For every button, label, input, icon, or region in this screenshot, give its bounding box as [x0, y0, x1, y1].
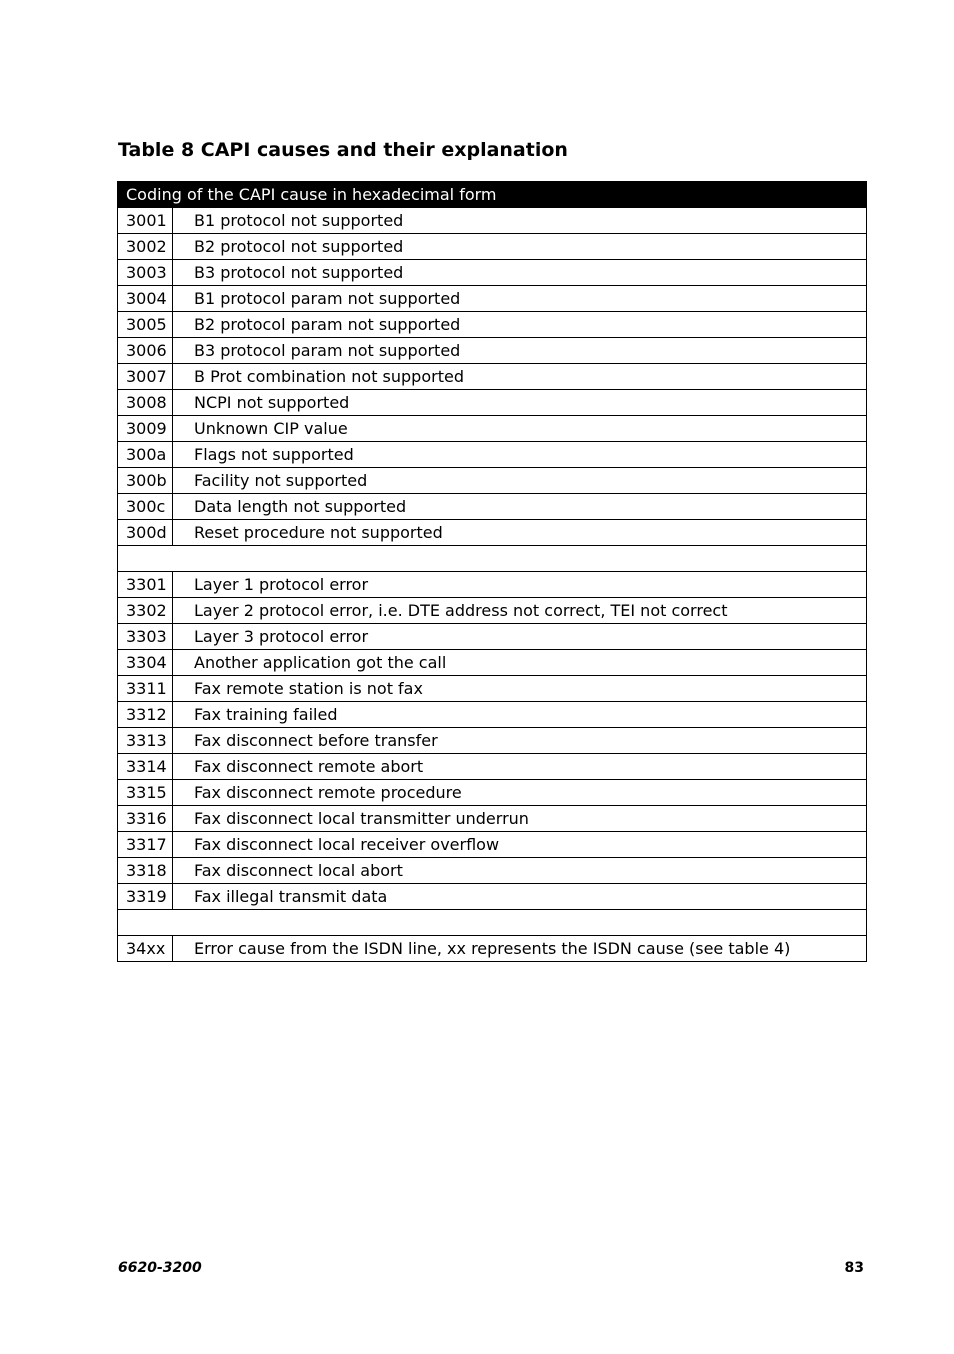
- table-row: [118, 416, 867, 442]
- cause-code: 3312: [118, 702, 173, 728]
- page-number: 83: [844, 1260, 864, 1276]
- cause-description: Fax training failed: [173, 702, 867, 728]
- cause-code: 300a: [118, 442, 173, 468]
- cause-description: Layer 2 protocol error, i.e. DTE address not correct, TEI not correct: [173, 598, 867, 624]
- spacer-row: [118, 546, 867, 572]
- cause-code: 3314: [118, 754, 173, 780]
- table-row: [118, 208, 867, 234]
- cause-code: 300c: [118, 494, 173, 520]
- cause-description: Error cause from the ISDN line, xx represents the ISDN cause (see table 4): [173, 936, 867, 962]
- cause-code: 3311: [118, 676, 173, 702]
- cause-code: 3002: [118, 234, 173, 260]
- table-row: [118, 598, 867, 624]
- cause-code: 3319: [118, 884, 173, 910]
- document-number: 6620-3200: [118, 1260, 202, 1276]
- cause-code: 34xx: [118, 936, 173, 962]
- table-row: [118, 442, 867, 468]
- table-row: [118, 650, 867, 676]
- cause-description: Reset procedure not supported: [173, 520, 867, 546]
- cause-description: Layer 3 protocol error: [173, 624, 867, 650]
- cause-code: 3005: [118, 312, 173, 338]
- table-body: [118, 208, 867, 962]
- cause-description: Fax illegal transmit data: [173, 884, 867, 910]
- table-row: [118, 936, 867, 962]
- table-row: [118, 338, 867, 364]
- capi-causes-table: [117, 181, 867, 962]
- cause-description: Fax disconnect before transfer: [173, 728, 867, 754]
- cause-code: 3008: [118, 390, 173, 416]
- cause-description: B3 protocol param not supported: [173, 338, 867, 364]
- cause-description: B1 protocol param not supported: [173, 286, 867, 312]
- table-row: [118, 624, 867, 650]
- cause-code: 300d: [118, 520, 173, 546]
- cause-code: 3303: [118, 624, 173, 650]
- spacer-cell: [118, 546, 867, 572]
- table-header: Coding of the CAPI cause in hexadecimal form: [118, 182, 867, 208]
- table-row: [118, 520, 867, 546]
- table-row: [118, 832, 867, 858]
- cause-description: B2 protocol not supported: [173, 234, 867, 260]
- cause-code: 3302: [118, 598, 173, 624]
- table-row: [118, 884, 867, 910]
- table-row: [118, 858, 867, 884]
- table-row: [118, 572, 867, 598]
- table-row: [118, 234, 867, 260]
- cause-code: 3001: [118, 208, 173, 234]
- table-row: [118, 780, 867, 806]
- cause-code: 3317: [118, 832, 173, 858]
- cause-description: Facility not supported: [173, 468, 867, 494]
- table-row: [118, 806, 867, 832]
- cause-code: 3318: [118, 858, 173, 884]
- spacer-row: [118, 910, 867, 936]
- table-row: [118, 754, 867, 780]
- cause-code: 3009: [118, 416, 173, 442]
- cause-description: Fax disconnect local abort: [173, 858, 867, 884]
- cause-code: 3304: [118, 650, 173, 676]
- cause-code: 3006: [118, 338, 173, 364]
- cause-description: Fax disconnect remote abort: [173, 754, 867, 780]
- cause-code: 3301: [118, 572, 173, 598]
- table-row: [118, 468, 867, 494]
- table-row: [118, 702, 867, 728]
- cause-description: Fax disconnect local transmitter underrun: [173, 806, 867, 832]
- cause-description: B3 protocol not supported: [173, 260, 867, 286]
- table-title: Table 8 CAPI causes and their explanation: [118, 139, 568, 161]
- table-row: [118, 364, 867, 390]
- table-header-row: [118, 182, 867, 208]
- cause-description: Flags not supported: [173, 442, 867, 468]
- cause-description: Fax remote station is not fax: [173, 676, 867, 702]
- cause-code: 3007: [118, 364, 173, 390]
- cause-code: 3315: [118, 780, 173, 806]
- table-row: [118, 390, 867, 416]
- cause-description: Data length not supported: [173, 494, 867, 520]
- cause-description: B1 protocol not supported: [173, 208, 867, 234]
- table-row: [118, 494, 867, 520]
- table-row: [118, 676, 867, 702]
- cause-description: Another application got the call: [173, 650, 867, 676]
- cause-code: 3004: [118, 286, 173, 312]
- table-row: [118, 312, 867, 338]
- table-row: [118, 728, 867, 754]
- cause-description: B Prot combination not supported: [173, 364, 867, 390]
- cause-description: NCPI not supported: [173, 390, 867, 416]
- cause-description: Layer 1 protocol error: [173, 572, 867, 598]
- cause-description: B2 protocol param not supported: [173, 312, 867, 338]
- cause-description: Unknown CIP value: [173, 416, 867, 442]
- cause-code: 3316: [118, 806, 173, 832]
- cause-code: 3003: [118, 260, 173, 286]
- cause-description: Fax disconnect local receiver overflow: [173, 832, 867, 858]
- spacer-cell: [118, 910, 867, 936]
- cause-code: 300b: [118, 468, 173, 494]
- cause-description: Fax disconnect remote procedure: [173, 780, 867, 806]
- table-row: [118, 286, 867, 312]
- cause-code: 3313: [118, 728, 173, 754]
- table-row: [118, 260, 867, 286]
